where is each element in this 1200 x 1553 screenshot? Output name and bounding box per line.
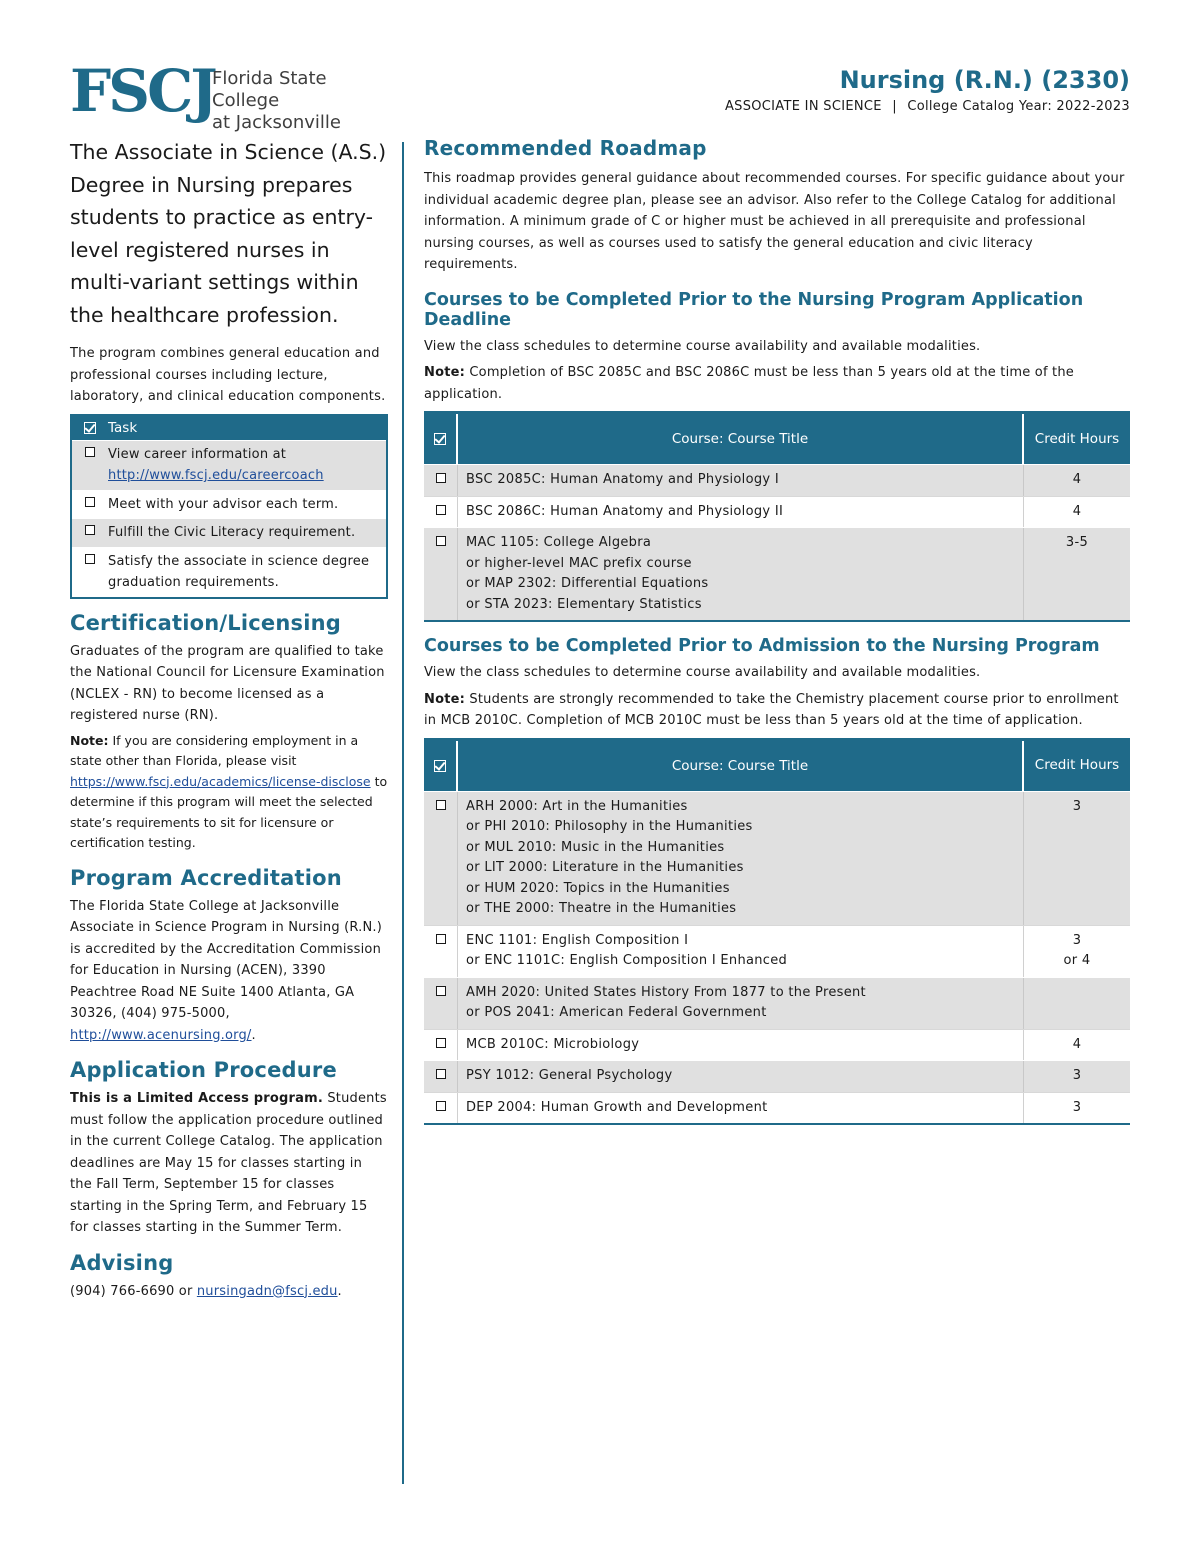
task-text: Meet with your advisor each term. <box>108 496 339 512</box>
logo-text <box>212 68 390 134</box>
note-label: Note: <box>70 732 109 748</box>
accreditation-trail: . <box>251 1027 256 1043</box>
checkbox-header-icon <box>424 741 458 791</box>
credit-cell: 4 <box>1072 503 1082 519</box>
careercoach-link[interactable]: http://www.fscj.edu/careercoach <box>108 468 324 483</box>
checkbox[interactable] <box>436 1038 446 1048</box>
acen-link[interactable]: http://www.acenursing.org/ <box>70 1027 252 1043</box>
accreditation-text: The Florida State College at Jacksonville Associate in Science Program in Nursing (R.N.) is accredited by the Accreditation Commission for Education in Nursing (ACEN), 3390 Peachtree Road NE Suite 1400 Atlanta, GA 30326, (404) 975-5000, <box>70 898 383 1021</box>
course-line: or PHI 2010: Philosophy in the Humanities <box>466 819 753 834</box>
application-text: Students must follow the application procedure outlined in the current College Catalog. The application deadlines are May 15 for classes starting in the Fall Term, September 15 for classes starting in the Spring Term, and February 15 for classes starting in the Summer Term. <box>70 1091 387 1235</box>
page-subtitle <box>725 99 1130 114</box>
course-line: AMH 2020: United States History From 1877 to the Present <box>466 984 866 1000</box>
course-line: or higher-level MAC prefix course <box>466 555 692 571</box>
note-label: Note: <box>424 691 466 707</box>
table-row <box>424 464 1130 496</box>
credit-value-alt: or 4 <box>1063 953 1091 968</box>
credit-value: 3 <box>1072 932 1082 948</box>
task-row <box>72 547 386 597</box>
license-disclose-link[interactable]: https://www.fscj.edu/academics/license-disclose <box>70 773 371 789</box>
section2-instructions: View the class schedules to determine course availability and available modalities. <box>424 665 981 680</box>
checkbox-header-icon <box>72 422 108 434</box>
program-description: The program combines general education and professional courses including lecture, laboratory, and clinical education components. <box>70 346 386 404</box>
note-text-end: to determine if this program will meet the selected state’s requirements to sit for licensure or certification testing. <box>70 773 388 850</box>
roadmap-heading: Recommended Roadmap <box>424 136 707 160</box>
task-table-header <box>72 416 386 440</box>
prerequisite-course-table <box>424 411 1130 622</box>
col-course-title: Course: Course Title <box>458 741 1024 791</box>
degree-type: ASSOCIATE IN SCIENCE <box>724 99 882 114</box>
catalog-year: College Catalog Year: 2022-2023 <box>907 99 1130 114</box>
credit-cell <box>1024 978 1130 1029</box>
accreditation-heading: Program Accreditation <box>70 865 342 890</box>
checkbox[interactable] <box>436 986 446 996</box>
checkbox[interactable] <box>436 934 446 944</box>
task-text: Satisfy the associate in science degree graduation requirements. <box>108 553 370 590</box>
course-line: PSY 1012: General Psychology <box>466 1068 673 1083</box>
advising-phone: (904) 766-6690 or <box>70 1283 193 1299</box>
course-line: ARH 2000: Art in the Humanities <box>466 798 688 814</box>
course-line: or HUM 2020: Topics in the Humanities <box>466 880 730 896</box>
checkbox[interactable] <box>436 1101 446 1111</box>
separator: | <box>892 99 897 114</box>
checkbox[interactable] <box>85 447 95 457</box>
course-line: or MAP 2302: Differential Equations <box>466 576 709 591</box>
task-text: Fulfill the Civic Literacy requirement. <box>108 525 356 540</box>
logo-mark: FSCJ <box>70 57 215 125</box>
table-row <box>424 496 1130 528</box>
course-line: or POS 2041: American Federal Government <box>466 1005 767 1020</box>
table-row <box>424 791 1130 925</box>
task-table <box>70 414 388 599</box>
note-label: Note: <box>424 365 466 380</box>
section1-instructions: View the class schedules to determine course availability and available modalities. <box>424 338 981 354</box>
course-line: or STA 2023: Elementary Statistics <box>466 596 702 612</box>
table-row <box>424 1029 1130 1061</box>
section1-note <box>424 362 1130 405</box>
credit-cell: 3 <box>1072 1068 1082 1083</box>
credit-cell: 3 <box>1072 1099 1082 1115</box>
task-row <box>72 518 386 547</box>
credit-cell: 3-5 <box>1065 535 1089 550</box>
column-divider <box>402 142 404 1484</box>
roadmap-body: This roadmap provides general guidance about recommended courses. For specific guidance about your individual academic degree plan, please see an advisor. Also refer to the College Catalog for additional information. A minimum grade of C or higher must be achieved in all prerequisite and professional nursing courses, as well as courses used to satisfy the general education and civic literacy requirements. <box>424 171 1125 272</box>
col-course-title: Course: Course Title <box>458 414 1024 464</box>
college-logo <box>70 57 390 133</box>
checkbox[interactable] <box>85 497 95 507</box>
section2-note <box>424 689 1130 732</box>
checkbox-header-icon <box>424 414 458 464</box>
advising-contact <box>70 1281 388 1303</box>
intro-paragraph: The Associate in Science (A.S.) Degree in Nursing prepares students to practice as entry-level registered nurses in multi-variant settings within the healthcare profession. <box>70 140 387 327</box>
table-row <box>424 1092 1130 1124</box>
section1-heading: Courses to be Completed Prior to the Nursing Program Application Deadline <box>424 289 1084 330</box>
course-line: MCB 2010C: Microbiology <box>466 1036 640 1052</box>
right-column <box>424 136 1130 1125</box>
course-line: ENC 1101: English Composition I <box>466 932 689 948</box>
table-row <box>424 527 1130 620</box>
application-body <box>70 1088 388 1239</box>
checkbox[interactable] <box>436 800 446 810</box>
course-line: or MUL 2010: Music in the Humanities <box>466 839 725 855</box>
page-title: Nursing (R.N.) (2330) <box>839 66 1130 94</box>
checkbox[interactable] <box>436 473 446 483</box>
col-credit-hours: Credit Hours <box>1034 430 1120 447</box>
credit-cell <box>1024 926 1130 977</box>
table-row <box>424 977 1130 1029</box>
logo-line-1: Florida State College <box>212 68 327 111</box>
table-header <box>424 741 1130 791</box>
note-text: If you are considering employment in a state other than Florida, please visit <box>70 732 359 768</box>
table-header <box>424 414 1130 464</box>
checkbox[interactable] <box>436 505 446 515</box>
checkbox[interactable] <box>85 525 95 535</box>
certification-heading: Certification/Licensing <box>70 610 341 635</box>
note-text: Completion of BSC 2085C and BSC 2086C must be less than 5 years old at the time of the application. <box>424 365 1074 402</box>
accreditation-body <box>70 896 388 1047</box>
certification-note <box>70 731 388 854</box>
course-line: or LIT 2000: Literature in the Humanities <box>466 860 744 875</box>
course-line: DEP 2004: Human Growth and Development <box>466 1099 768 1115</box>
course-line: or THE 2000: Theatre in the Humanities <box>466 901 737 916</box>
advising-heading: Advising <box>70 1250 174 1275</box>
checkbox[interactable] <box>436 1069 446 1079</box>
certification-body: Graduates of the program are qualified to take the National Council for Licensure Examination (NCLEX - RN) to become licensed as a registered nurse (RN). <box>70 643 385 723</box>
credit-cell: 4 <box>1072 1036 1082 1052</box>
advising-trail: . <box>337 1283 342 1299</box>
course-line: BSC 2085C: Human Anatomy and Physiology I <box>466 472 779 487</box>
checkbox[interactable] <box>85 554 95 564</box>
col-credit-hours: Credit Hours <box>1034 757 1120 773</box>
task-header-label: Task <box>108 419 138 436</box>
limited-access-text: This is a Limited Access program. <box>70 1091 323 1106</box>
logo-line-2: at Jacksonville <box>212 112 341 133</box>
credit-cell: 4 <box>1072 472 1082 487</box>
course-line: or ENC 1101C: English Composition I Enhanced <box>466 953 788 968</box>
course-line: MAC 1105: College Algebra <box>466 535 652 550</box>
table-row <box>424 925 1130 977</box>
table-row <box>424 1060 1130 1092</box>
section2-heading: Courses to be Completed Prior to Admission to the Nursing Program <box>424 636 1100 656</box>
admission-course-table <box>424 738 1130 1126</box>
task-row <box>72 440 386 490</box>
credit-cell: 3 <box>1072 798 1082 814</box>
course-line: BSC 2086C: Human Anatomy and Physiology II <box>466 503 784 519</box>
advising-email-link[interactable]: nursingadn@fscj.edu <box>196 1283 338 1299</box>
task-text: View career information at <box>108 446 287 462</box>
note-text: Students are strongly recommended to take the Chemistry placement course prior to enrollment in MCB 2010C. Completion of MCB 2010C must be less than 5 years old at the time of application. <box>424 691 1119 728</box>
checkbox[interactable] <box>436 536 446 546</box>
application-heading: Application Procedure <box>70 1058 337 1082</box>
task-row <box>72 490 386 519</box>
left-column <box>70 136 388 1302</box>
